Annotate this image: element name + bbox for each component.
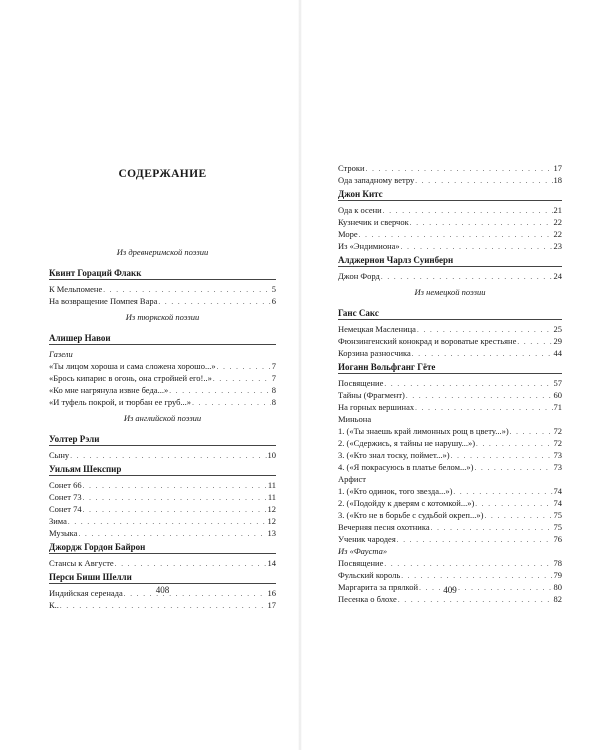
entry-page-number: 14 (267, 558, 276, 568)
dot-leader (60, 600, 267, 612)
entry-title: Песенка о блохе (338, 594, 397, 604)
entry-title: Сыну (49, 450, 70, 460)
entry-title: Сонет 73 (49, 492, 82, 502)
entry-title: 2. («Сдержись, я тайны не нарушу...») (338, 438, 476, 448)
left-page (49, 0, 276, 750)
toc-entry (338, 270, 562, 282)
entry-title: Ода к осени (338, 205, 382, 215)
entry-title: Стансы к Августе (49, 558, 114, 568)
entry-page-number: 17 (553, 163, 562, 173)
author-name: Квинт Гораций Флакк (49, 267, 276, 280)
toc-entry (338, 228, 562, 240)
dot-leader (213, 373, 271, 385)
toc-entry (338, 497, 562, 509)
entry-title: 1. («Кто одинок, того звезда...») (338, 486, 453, 496)
toc-entry (338, 401, 562, 413)
author-name: Джон Китс (338, 188, 562, 201)
right-page (338, 0, 562, 750)
subgroup-label: Миньона (338, 414, 372, 424)
entry-title: К.. (49, 600, 59, 610)
dot-leader (381, 271, 553, 283)
toc-entry (49, 557, 276, 569)
toc-entry (49, 396, 276, 408)
toc-entry (338, 335, 562, 347)
dot-leader (410, 217, 553, 229)
dot-leader (68, 516, 267, 528)
entry-title: Немецкая Масленица (338, 324, 416, 334)
toc-entry (338, 174, 562, 186)
entry-page-number: 6 (271, 296, 276, 306)
entry-title: Фюнзингенский конокрад и вороватые крестьяне (338, 336, 517, 346)
entry-title: Из «Эндимиона» (338, 241, 400, 251)
dot-leader (431, 522, 553, 534)
toc-entry (338, 521, 562, 533)
toc-entry (338, 437, 562, 449)
toc-entry (338, 162, 562, 174)
entry-title: Ученик чародея (338, 534, 396, 544)
dot-leader (406, 390, 553, 402)
entry-page-number: 75 (553, 522, 562, 532)
toc-entry (49, 283, 276, 295)
dot-leader (474, 462, 552, 474)
entry-page-number: 74 (553, 498, 562, 508)
entry-title: Корзина разносчика (338, 348, 411, 358)
entry-title: Тайны (Фрагмент) (338, 390, 405, 400)
entry-page-number: 73 (553, 450, 562, 460)
dot-leader (115, 558, 267, 570)
author-name: Ганс Сакс (338, 307, 562, 320)
toc-entry (338, 425, 562, 437)
entry-page-number: 72 (553, 426, 562, 436)
toc-left (49, 242, 276, 611)
entry-title: «Ты лицом хороша и сама сложена хорошо...» (49, 361, 216, 371)
toc-entry (49, 479, 276, 491)
entry-title: Море (338, 229, 358, 239)
toc-entry (49, 295, 276, 307)
entry-page-number: 21 (553, 205, 562, 215)
toc-entry (338, 204, 562, 216)
entry-page-number: 82 (553, 594, 562, 604)
entry-title: Музыка (49, 528, 78, 538)
entry-page-number: 78 (553, 558, 562, 568)
entry-title: Джон Форд (338, 271, 380, 281)
author-name: Алишер Навои (49, 332, 276, 345)
entry-title: Сонет 74 (49, 504, 82, 514)
entry-page-number: 73 (553, 462, 562, 472)
dot-leader (158, 296, 270, 308)
entry-page-number: 76 (553, 534, 562, 544)
entry-title: «Ко мне нагрянула извне беда...» (49, 385, 169, 395)
author-name: Перси Биши Шелли (49, 571, 276, 584)
entry-title: Вечерняя песня охотника (338, 522, 430, 532)
dot-leader (484, 510, 552, 522)
toc-entry (338, 509, 562, 521)
entry-page-number: 79 (553, 570, 562, 580)
toc-entry (338, 377, 562, 389)
toc-entry (49, 491, 276, 503)
entry-page-number: 12 (267, 504, 276, 514)
subgroup-label: Арфист (338, 474, 366, 484)
page-number-right: 409 (443, 585, 457, 595)
toc-entry (338, 557, 562, 569)
toc-entry (338, 461, 562, 473)
toc-entry (49, 372, 276, 384)
entry-title: К Мельпомене (49, 284, 103, 294)
entry-page-number: 7 (271, 373, 276, 383)
entry-page-number: 10 (267, 450, 276, 460)
entry-page-number: 11 (267, 480, 276, 490)
toc-heading: СОДЕРЖАНИЕ (118, 168, 207, 180)
entry-page-number: 60 (553, 390, 562, 400)
entry-page-number: 25 (553, 324, 562, 334)
entry-title: На возвращение Помпея Вара (49, 296, 158, 306)
section-heading: Из древнеримской поэзии (116, 247, 209, 257)
dot-leader (83, 480, 267, 492)
dot-leader (517, 336, 552, 348)
entry-page-number: 17 (267, 600, 276, 610)
dot-leader (412, 348, 553, 360)
entry-title: 4. («Я покрасуюсь в платье белом...») (338, 462, 474, 472)
dot-leader (397, 534, 553, 546)
entry-page-number: 8 (271, 397, 276, 407)
entry-page-number: 5 (271, 284, 276, 294)
section-heading: Из тюркской поэзии (125, 312, 200, 322)
toc-entry (338, 347, 562, 359)
entry-page-number: 16 (267, 588, 276, 598)
entry-title: 3. («Кто не в борьбе с судьбой окреп...») (338, 510, 484, 520)
entry-page-number: 57 (553, 378, 562, 388)
entry-title: Зима (49, 516, 67, 526)
dot-leader (398, 594, 553, 606)
entry-title: Ода западному ветру (338, 175, 415, 185)
entry-page-number: 13 (267, 528, 276, 538)
toc-entry (49, 449, 276, 461)
entry-page-number: 11 (267, 492, 276, 502)
entry-page-number: 12 (267, 516, 276, 526)
toc-entry (338, 569, 562, 581)
entry-page-number: 23 (553, 241, 562, 251)
toc-entry (338, 240, 562, 252)
entry-page-number: 44 (553, 348, 562, 358)
toc-entry (338, 449, 562, 461)
entry-title: Маргарита за прялкой (338, 582, 419, 592)
toc-entry (49, 599, 276, 611)
toc-entry (49, 515, 276, 527)
toc-entry (338, 389, 562, 401)
dot-leader (401, 241, 553, 253)
toc-entry (49, 527, 276, 539)
entry-page-number: 72 (553, 438, 562, 448)
subgroup-label: Из «Фауста» (338, 546, 388, 556)
entry-title: Посвящение (338, 378, 384, 388)
dot-leader (476, 438, 552, 450)
entry-title: «Брось кипарис в огонь, она стройней его!..» (49, 373, 212, 383)
author-name: Иоганн Вольфганг Гёте (338, 361, 562, 374)
author-name: Джордж Гордон Байрон (49, 541, 276, 554)
entry-title: Кузнечик и сверчок (338, 217, 409, 227)
entry-title: Сонет 66 (49, 480, 82, 490)
entry-page-number: 18 (553, 175, 562, 185)
entry-page-number: 80 (553, 582, 562, 592)
dot-leader (70, 450, 266, 462)
entry-page-number: 29 (553, 336, 562, 346)
dot-leader (384, 378, 552, 390)
entry-page-number: 24 (553, 271, 562, 281)
entry-page-number: 71 (553, 402, 562, 412)
entry-title: Индийская серенада (49, 588, 123, 598)
subgroup-label: Газели (49, 349, 73, 359)
entry-title: 2. («Подойду к дверям с котомкой...») (338, 498, 475, 508)
entry-page-number: 74 (553, 486, 562, 496)
dot-leader (192, 397, 271, 409)
toc-entry (338, 533, 562, 545)
toc-entry (338, 485, 562, 497)
toc-entry (49, 360, 276, 372)
entry-title: 1. («Ты знаешь край лимонных рощ в цвету...») (338, 426, 509, 436)
entry-title: Строки (338, 163, 365, 173)
dot-leader (217, 361, 271, 373)
entry-page-number: 8 (271, 385, 276, 395)
entry-title: «И туфель покрой, и тюрбан ее груб...» (49, 397, 192, 407)
dot-leader (78, 528, 266, 540)
book-gutter (298, 0, 302, 750)
dot-leader (384, 558, 552, 570)
section-heading: Из немецкой поэзии (414, 287, 486, 297)
dot-leader (83, 504, 267, 516)
dot-leader (475, 498, 552, 510)
entry-page-number: 22 (553, 229, 562, 239)
entry-page-number: 7 (271, 361, 276, 371)
entry-title: Посвящение (338, 558, 384, 568)
dot-leader (415, 175, 552, 187)
entry-title: 3. («Кто знал тоску, поймет...») (338, 450, 450, 460)
entry-title: На горных вершинах (338, 402, 415, 412)
toc-entry (338, 216, 562, 228)
dot-leader (510, 426, 553, 438)
author-name: Алджернон Чарлз Суинберн (338, 254, 562, 267)
dot-leader (83, 492, 267, 504)
dot-leader (401, 570, 552, 582)
author-name: Уолтер Рэли (49, 433, 276, 446)
section-heading: Из английской поэзии (123, 413, 202, 423)
toc-entry (338, 323, 562, 335)
entry-page-number: 22 (553, 217, 562, 227)
toc-right (338, 162, 562, 605)
toc-entry (49, 384, 276, 396)
entry-title: Фульский король (338, 570, 401, 580)
page-number-left: 408 (155, 585, 170, 595)
dot-leader (415, 402, 552, 414)
author-name: Уильям Шекспир (49, 463, 276, 476)
entry-page-number: 75 (553, 510, 562, 520)
toc-entry (49, 503, 276, 515)
